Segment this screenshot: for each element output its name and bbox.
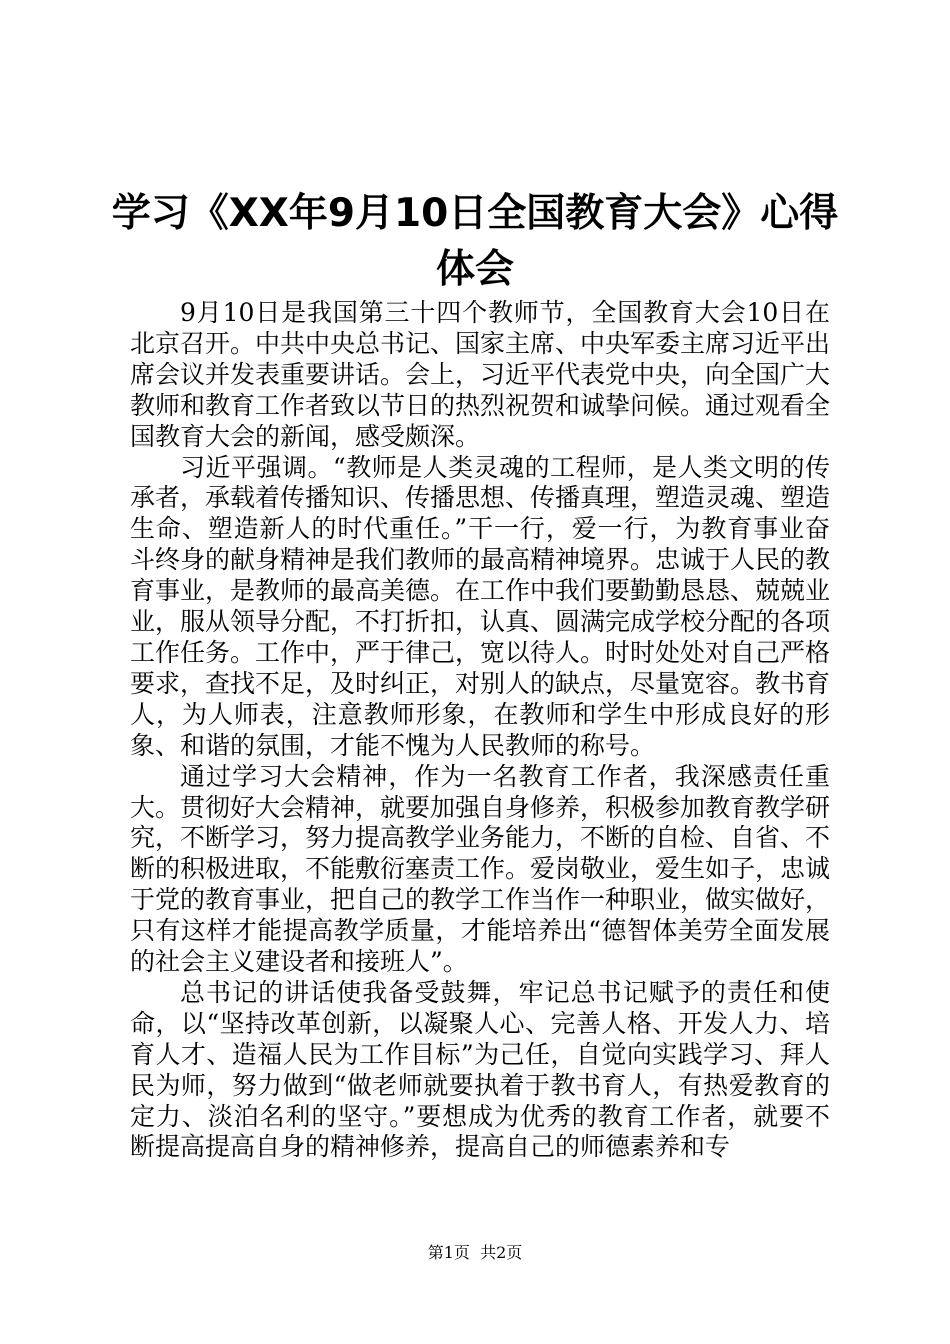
- paragraph-4: 总书记的讲话使我备受鼓舞，牢记总书记赋予的责任和使命，以“坚持改革创新，以凝聚人心、完善人格、开发人力、培育人才、造福人民为工作目标”为己任，自觉向实践学习、拜人民为师，努力做到“做老师就要执着于教书育人，有热爱教育的定力、淡泊名利的坚守。”要想成为优秀的教育工作者，就要不断提高提高自身的精神修养，提高自己的师德素养和专: [130, 977, 830, 1162]
- paragraph-3: 通过学习大会精神，作为一名教育工作者，我深感责任重大。贯彻好大会精神，就要加强自身修养，积极参加教育教学研究，不断学习，努力提高教学业务能力，不断的自检、自省、不断的积极进取，不能敷衍塞责工作。爱岗敬业，爱生如子，忠诚于党的教育事业，把自己的教学工作当作一种职业，做实做好，只有这样才能提高教学质量，才能培养出“德智体美劳全面发展的社会主义建设者和接班人”。: [130, 761, 831, 977]
- page-number-footer: 第1页 共2页: [427, 1243, 523, 1262]
- document-body: [130, 298, 830, 1163]
- paragraph-2: 习近平强调。“教师是人类灵魂的工程师，是人类文明的传承者，承载着传播知识、传播思想、传播真理，塑造灵魂、塑造生命、塑造新人的时代重任。”干一行，爱一行，为教育事业奋斗终身的献身精神是我们教师的最高精神境界。忠诚于人民的教育事业，是教师的最高美德。在工作中我们要勤勤恳恳、兢兢业业，服从领导分配，不打折扣，认真、圆满完成学校分配的各项工作任务。工作中，严于律己，宽以待人。时时处处对自己严格要求，查找不足，及时纠正，对别人的缺点，尽量宽容。教书育人，为人师表，注意教师形象，在教师和学生中形成良好的形象、和谐的氛围，才能不愧为人民教师的称号。: [130, 452, 831, 760]
- paragraph-1: 9月10日是我国第三十四个教师节，全国教育大会10日在北京召开。中共中央总书记、国家主席、中央军委主席习近平出席会议并发表重要讲话。会上，习近平代表党中央，向全国广大教师和教育工作者致以节日的热烈祝贺和诚挚问候。通过观看全国教育大会的新闻，感受颇深。: [130, 298, 831, 451]
- document-title: 学习《XX年9月10日全国教育大会》心得体会: [111, 191, 839, 292]
